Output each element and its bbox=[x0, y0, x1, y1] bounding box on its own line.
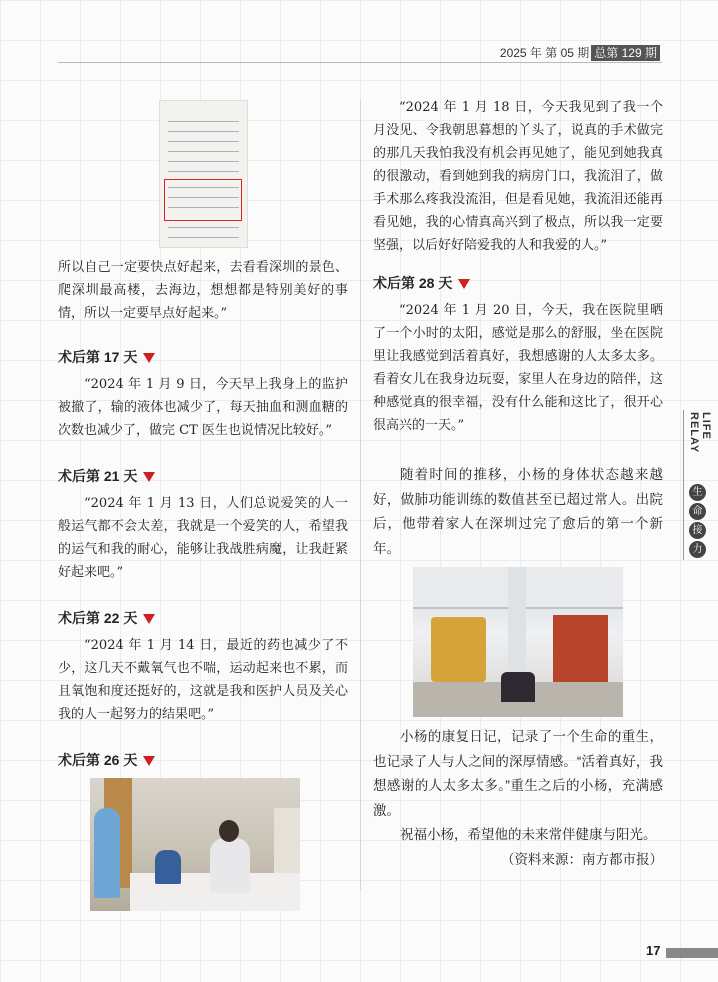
blessing-paragraph: 祝福小杨，希望他的未来常伴健康与阳光。 bbox=[400, 827, 657, 842]
source-note: （资料来源：南方都市报） bbox=[501, 851, 663, 867]
triangle-down-icon bbox=[458, 279, 470, 289]
page-number: 17 bbox=[646, 943, 661, 958]
diary-image bbox=[159, 100, 248, 248]
side-tab-char: 生 bbox=[689, 484, 706, 501]
shenzhen-building-photo bbox=[413, 567, 623, 717]
intro-paragraph: 所以自己一定要快点好起来，去看看深圳的景色、爬深圳最高楼，去海边，想想都是特别美好的事情，所以一定要早点好起来。” bbox=[58, 260, 348, 321]
heading-day-21: 术后第 21 天 bbox=[58, 466, 348, 486]
summary-paragraph: 小杨的康复日记，记录了一个生命的重生，也记录了人与人之间的深厚情感。“活着真好，我想感谢的人太多太多。”重生之后的小杨，充满感激。 bbox=[373, 729, 663, 818]
entry-day-17: “2024 年 1 月 9 日，今天早上我身上的监护被撤了，输的液体也减少了，每天抽血和测血糖的次数也减少了，做完 CT 医生也说情况比较好。” bbox=[58, 377, 348, 438]
heading-day-22: 术后第 22 天 bbox=[58, 608, 348, 628]
triangle-down-icon bbox=[143, 614, 155, 624]
side-tab-english: LIFE RELAY bbox=[688, 412, 712, 454]
side-tab-char: 力 bbox=[689, 541, 706, 558]
left-column bbox=[58, 100, 348, 911]
right-column bbox=[373, 96, 663, 872]
entry-day-22: “2024 年 1 月 14 日，最近的药也减少了不少，这几天不戴氧气也不喘，运动起来也不累，而且氧饱和度还挺好的，这就是我和医护人员及关心我的人一起努力的结果吧。” bbox=[58, 638, 348, 722]
total-issue-badge: 总第 129 期 bbox=[591, 45, 660, 61]
triangle-down-icon bbox=[143, 472, 155, 482]
header-rule bbox=[58, 62, 662, 63]
hospital-photo bbox=[90, 778, 300, 911]
heading-day-17: 术后第 17 天 bbox=[58, 347, 348, 367]
recovery-paragraph: 随着时间的推移，小杨的身体状态越来越好，做肺功能训练的数值甚至已超过常人。出院后，他带着家人在深圳过完了愈后的第一个新年。 bbox=[373, 467, 663, 556]
column-divider bbox=[360, 100, 361, 890]
entry-jan-18: “2024 年 1 月 18 日，今天我见到了我一个月没见、令我朝思暮想的丫头了，说真的手术做完的那几天我怕我没有机会再见她了，能见到她我真的很激动，看到她到我的病房门口，我流泪了，做手术那么疼我没流泪，但是看见她，我流泪还能再看见她，我的心情真高兴到了极点，所以我一定要坚强，以后好好陪爱我的人和我爱的人。” bbox=[373, 100, 663, 253]
page-number-bar bbox=[666, 948, 718, 958]
side-tab-rule bbox=[683, 410, 684, 560]
entry-day-21: “2024 年 1 月 13 日，人们总说爱笑的人一般运气都不会太差，我就是一个爱笑的人，希望我的运气和我的耐心，能够让我战胜病魔，让我赶紧好起来吧。” bbox=[58, 496, 348, 580]
triangle-down-icon bbox=[143, 756, 155, 766]
issue-label: 2025 年 第 05 期 总第 129 期 bbox=[500, 44, 660, 61]
triangle-down-icon bbox=[143, 353, 155, 363]
heading-day-28: 术后第 28 天 bbox=[373, 273, 663, 293]
side-tab-char: 命 bbox=[689, 503, 706, 520]
diary-highlight-box bbox=[164, 179, 242, 221]
heading-day-26: 术后第 26 天 bbox=[58, 750, 348, 770]
side-tab-char: 接 bbox=[689, 522, 706, 539]
entry-jan-20: “2024 年 1 月 20 日，今天，我在医院里晒了一个小时的太阳，感觉是那么的舒服，坐在医院里让我感觉到活着真好，我想感谢的人太多太多。看着女儿在我身边玩耍，家里人在身边的陪伴，这种感觉真的很幸福，没有什么能和这比了，很开心很高兴的一天。” bbox=[373, 303, 663, 433]
